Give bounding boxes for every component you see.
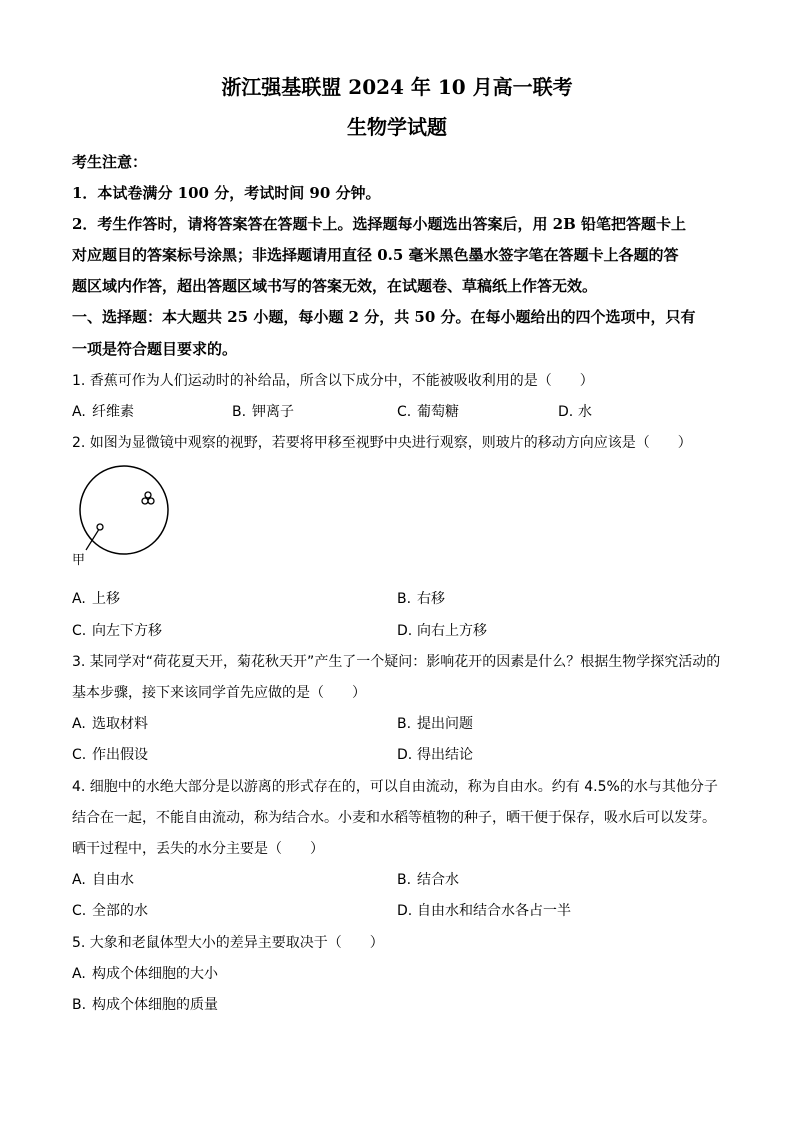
- question-5-option-a: A. 构成个体细胞的大小: [72, 966, 218, 982]
- question-3-option-d: D. 得出结论: [397, 747, 473, 763]
- question-1-option-d: D. 水: [558, 404, 592, 420]
- question-4-stem-line-1: 4. 细胞中的水绝大部分是以游离的形式存在的，可以自由流动，称为自由水。约有 4.5%的水与其他分子: [72, 779, 718, 795]
- cell-cluster-left: [142, 498, 148, 504]
- figure-label-jia: 甲: [72, 553, 86, 568]
- question-5-option-b: B. 构成个体细胞的质量: [72, 997, 218, 1013]
- question-1-option-a: A. 纤维素: [72, 404, 134, 420]
- question-3-option-a: A. 选取材料: [72, 716, 148, 732]
- question-2-option-d: D. 向右上方移: [397, 623, 487, 639]
- question-2-stem: 2. 如图为显微镜中观察的视野，若要将甲移至视野中央进行观察，则玻片的移动方向应该是（ ）: [72, 435, 692, 451]
- notes-item-2-line-1: 2．考生作答时，请将答案答在答题卡上。选择题每小题选出答案后，用 2B 铅笔把答题卡上: [72, 215, 687, 233]
- notes-heading: 考生注意：: [72, 153, 148, 171]
- microscope-field-figure: [72, 464, 182, 570]
- exam-title: 浙江强基联盟 2024 年 10 月高一联考: [221, 75, 573, 99]
- question-4-option-c: C. 全部的水: [72, 903, 148, 919]
- notes-item-1: 1．本试卷满分 100 分，考试时间 90 分钟。: [72, 184, 381, 202]
- question-1-stem: 1. 香蕉可作为人们运动时的补给品，所含以下成分中，不能被吸收利用的是（ ）: [72, 373, 594, 389]
- field-of-view-circle: [80, 466, 168, 554]
- question-2-option-a: A. 上移: [72, 591, 120, 607]
- question-4-option-d: D. 自由水和结合水各占一半: [397, 903, 571, 919]
- question-4-stem-line-2: 结合在一起，不能自由流动，称为结合水。小麦和水稻等植物的种子，晒干便于保存，吸水后可以发芽。: [72, 810, 716, 826]
- object-jia: [97, 524, 103, 530]
- question-3-option-c: C. 作出假设: [72, 747, 148, 763]
- question-4-option-a: A. 自由水: [72, 872, 134, 888]
- notes-item-2-line-2: 对应题目的答案标号涂黑；非选择题请用直径 0.5 毫米黑色墨水签字笔在答题卡上各题的答: [72, 246, 679, 264]
- question-3-stem-line-1: 3. 某同学对“荷花夏天开，菊花秋天开”产生了一个疑问：影响花开的因素是什么？根据生物学探究活动的: [72, 654, 721, 670]
- question-2-option-c: C. 向左下方移: [72, 623, 162, 639]
- question-3-stem-line-2: 基本步骤，接下来该同学首先应做的是（ ）: [72, 685, 366, 701]
- section-heading-line-1: 一、选择题：本大题共 25 小题，每小题 2 分，共 50 分。在每小题给出的四个选项中，只有: [72, 308, 696, 326]
- question-2-option-b: B. 右移: [397, 591, 445, 607]
- question-3-option-b: B. 提出问题: [397, 716, 473, 732]
- notes-item-2-line-3: 题区域内作答，超出答题区域书写的答案无效，在试题卷、草稿纸上作答无效。: [72, 277, 598, 295]
- object-jia-pointer: [86, 530, 99, 550]
- question-4-option-b: B. 结合水: [397, 872, 459, 888]
- cell-cluster-top: [145, 492, 151, 498]
- section-heading-line-2: 一项是符合题目要求的。: [72, 340, 238, 358]
- question-1-option-c: C. 葡萄糖: [397, 404, 459, 420]
- question-4-stem-line-3: 晒干过程中，丢失的水分主要是（ ）: [72, 841, 324, 857]
- cell-cluster-right: [148, 498, 154, 504]
- exam-subtitle: 生物学试题: [347, 115, 447, 139]
- question-1-option-b: B. 钾离子: [232, 404, 294, 420]
- question-5-stem: 5. 大象和老鼠体型大小的差异主要取决于（ ）: [72, 935, 384, 951]
